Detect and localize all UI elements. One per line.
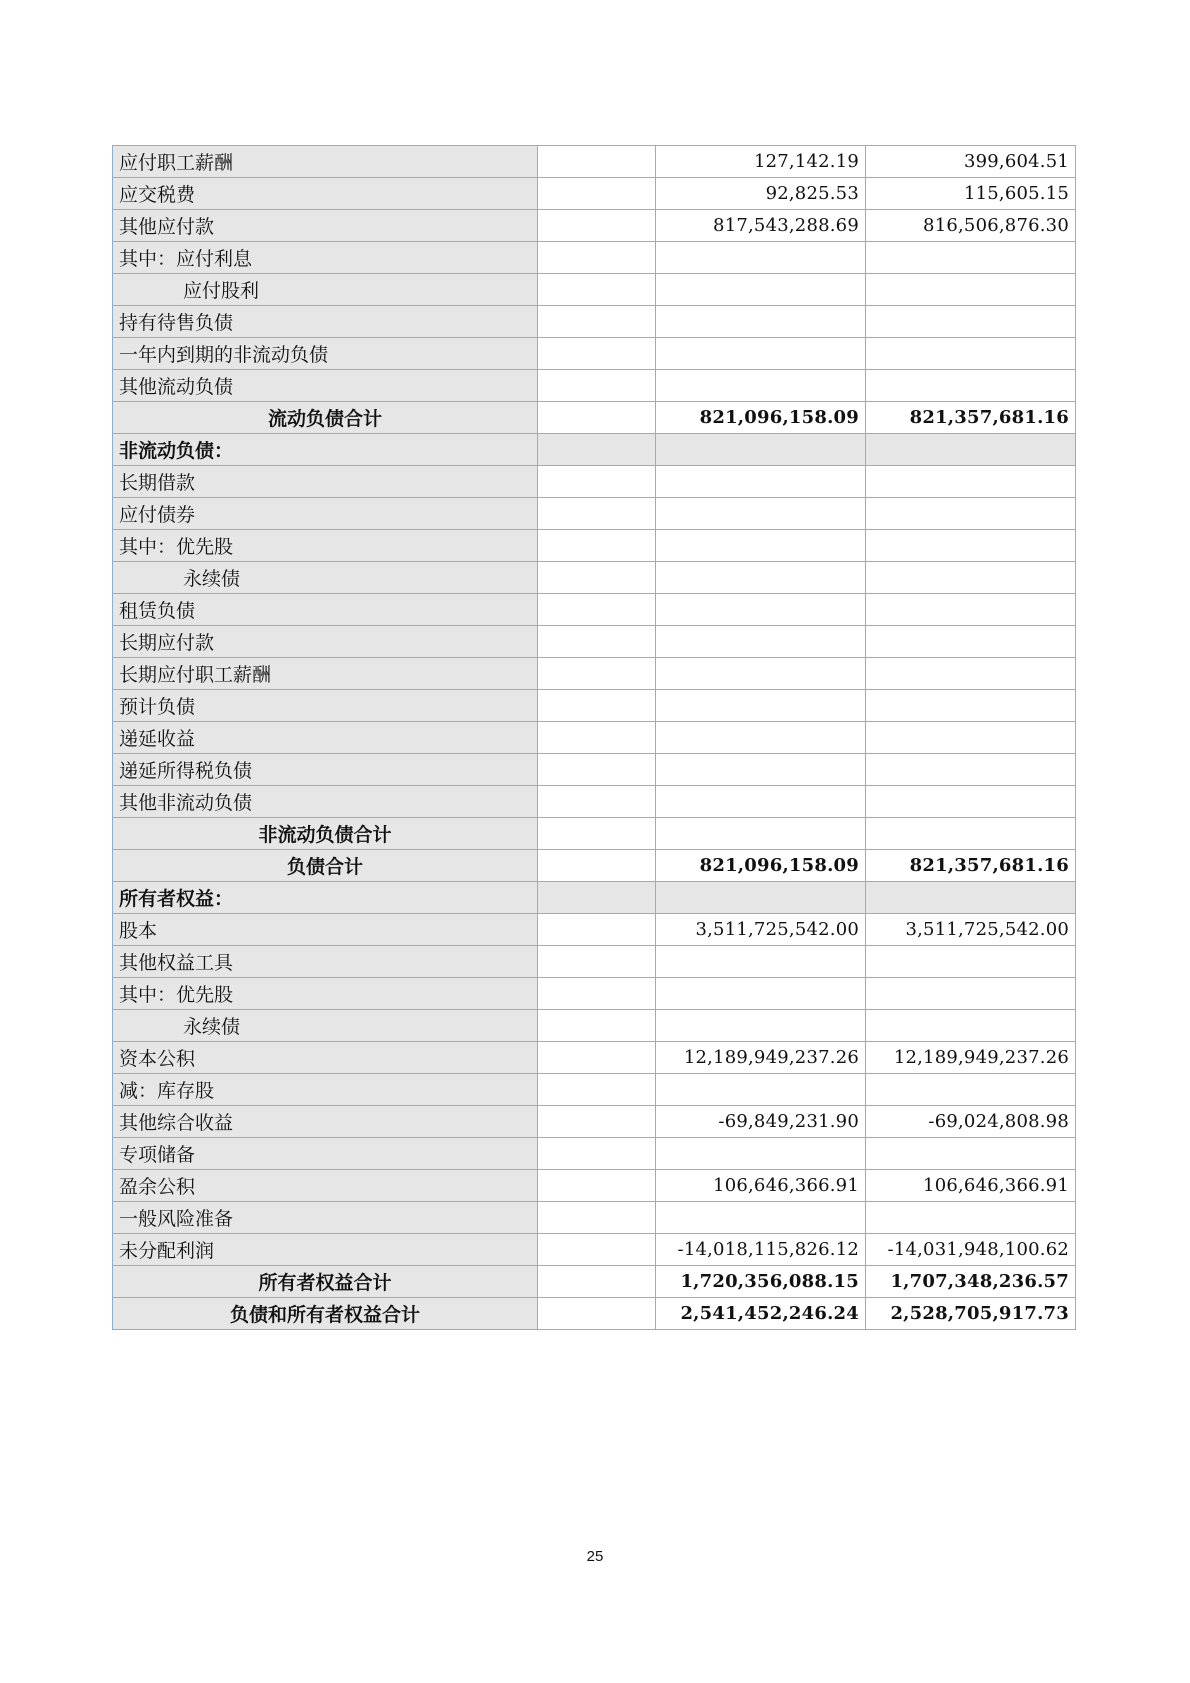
table-row [113,434,1076,466]
row-current-value [656,786,866,818]
row-label: 其他非流动负债 [113,786,538,818]
balance-sheet-table [112,145,1076,1330]
row-note [538,146,656,178]
row-note [538,562,656,594]
table-row [113,690,1076,722]
row-current-value [656,882,866,914]
row-previous-value: 1,707,348,236.57 [866,1266,1076,1298]
row-current-value: 92,825.53 [656,178,866,210]
row-label: 减：库存股 [113,1074,538,1106]
row-current-value: -69,849,231.90 [656,1106,866,1138]
row-current-value [656,530,866,562]
row-current-value: 821,096,158.09 [656,402,866,434]
table-row [113,338,1076,370]
row-note [538,1170,656,1202]
row-previous-value [866,754,1076,786]
table-row [113,1074,1076,1106]
table-row [113,210,1076,242]
row-label: 递延收益 [113,722,538,754]
row-current-value: 821,096,158.09 [656,850,866,882]
row-label: 负债合计 [113,850,538,882]
row-previous-value [866,722,1076,754]
table-row [113,306,1076,338]
row-current-value [656,1074,866,1106]
table-row [113,1106,1076,1138]
row-label: 其他综合收益 [113,1106,538,1138]
row-label: 所有者权益合计 [113,1266,538,1298]
row-label: 所有者权益： [113,882,538,914]
row-previous-value [866,530,1076,562]
table-row [113,626,1076,658]
row-current-value [656,338,866,370]
row-previous-value [866,594,1076,626]
row-previous-value [866,818,1076,850]
row-previous-value [866,562,1076,594]
row-note [538,882,656,914]
table-row [113,370,1076,402]
row-previous-value [866,786,1076,818]
row-label: 一年内到期的非流动负债 [113,338,538,370]
row-label: 永续债 [113,562,538,594]
row-current-value: 106,646,366.91 [656,1170,866,1202]
row-previous-value [866,370,1076,402]
row-note [538,786,656,818]
row-label: 未分配利润 [113,1234,538,1266]
row-label: 其中：优先股 [113,530,538,562]
row-note [538,1042,656,1074]
row-previous-value [866,498,1076,530]
row-current-value [656,594,866,626]
row-label: 租赁负债 [113,594,538,626]
row-note [538,978,656,1010]
row-current-value [656,274,866,306]
row-note [538,338,656,370]
row-note [538,210,656,242]
row-note [538,914,656,946]
table-row [113,1042,1076,1074]
table-row [113,722,1076,754]
table-row [113,1298,1076,1330]
table-row [113,1170,1076,1202]
row-previous-value [866,242,1076,274]
table-row [113,818,1076,850]
row-current-value [656,978,866,1010]
row-previous-value [866,338,1076,370]
row-previous-value: -14,031,948,100.62 [866,1234,1076,1266]
row-current-value [656,1202,866,1234]
row-note [538,306,656,338]
row-current-value [656,306,866,338]
row-label: 负债和所有者权益合计 [113,1298,538,1330]
row-previous-value [866,306,1076,338]
table-row [113,754,1076,786]
row-previous-value [866,626,1076,658]
row-current-value: 2,541,452,246.24 [656,1298,866,1330]
row-current-value [656,562,866,594]
row-current-value [656,242,866,274]
row-label: 应付股利 [113,274,538,306]
table-row [113,658,1076,690]
row-label: 其中：优先股 [113,978,538,1010]
row-previous-value: 399,604.51 [866,146,1076,178]
page-number: 25 [586,1548,604,1565]
row-label: 应付职工薪酬 [113,146,538,178]
row-previous-value: 3,511,725,542.00 [866,914,1076,946]
row-previous-value [866,1074,1076,1106]
row-note [538,1074,656,1106]
table-row [113,882,1076,914]
row-note [538,818,656,850]
row-current-value [656,754,866,786]
row-label: 股本 [113,914,538,946]
row-previous-value: 821,357,681.16 [866,850,1076,882]
row-previous-value: 115,605.15 [866,178,1076,210]
table-row [113,1202,1076,1234]
row-previous-value [866,946,1076,978]
row-label: 资本公积 [113,1042,538,1074]
row-label: 非流动负债合计 [113,818,538,850]
row-current-value: 817,543,288.69 [656,210,866,242]
row-previous-value: 821,357,681.16 [866,402,1076,434]
row-current-value [656,466,866,498]
row-label: 非流动负债： [113,434,538,466]
row-previous-value [866,434,1076,466]
row-label: 其他权益工具 [113,946,538,978]
row-previous-value [866,1202,1076,1234]
row-label: 长期应付款 [113,626,538,658]
table-row [113,274,1076,306]
row-label: 长期借款 [113,466,538,498]
row-note [538,530,656,562]
row-label: 应付债券 [113,498,538,530]
row-note [538,658,656,690]
table-row [113,242,1076,274]
table-row [113,402,1076,434]
row-current-value [656,1138,866,1170]
table-row [113,946,1076,978]
row-current-value: -14,018,115,826.12 [656,1234,866,1266]
row-label: 流动负债合计 [113,402,538,434]
row-label: 应交税费 [113,178,538,210]
row-label: 长期应付职工薪酬 [113,658,538,690]
row-previous-value: 106,646,366.91 [866,1170,1076,1202]
row-label: 专项储备 [113,1138,538,1170]
row-note [538,434,656,466]
row-current-value: 127,142.19 [656,146,866,178]
row-label: 递延所得税负债 [113,754,538,786]
row-note [538,1234,656,1266]
row-label: 盈余公积 [113,1170,538,1202]
table-row [113,1010,1076,1042]
row-previous-value [866,466,1076,498]
table-row [113,914,1076,946]
row-current-value [656,370,866,402]
table-row [113,594,1076,626]
row-note [538,274,656,306]
row-previous-value [866,882,1076,914]
row-current-value [656,498,866,530]
row-note [538,1106,656,1138]
table-row [113,1138,1076,1170]
row-note [538,690,656,722]
row-current-value [656,722,866,754]
row-current-value: 3,511,725,542.00 [656,914,866,946]
row-note [538,594,656,626]
row-label: 其他应付款 [113,210,538,242]
row-current-value [656,818,866,850]
table-row [113,530,1076,562]
row-previous-value: 2,528,705,917.73 [866,1298,1076,1330]
row-note [538,1266,656,1298]
row-previous-value: 816,506,876.30 [866,210,1076,242]
row-current-value: 1,720,356,088.15 [656,1266,866,1298]
row-previous-value [866,978,1076,1010]
table-row [113,786,1076,818]
row-note [538,370,656,402]
row-previous-value [866,1138,1076,1170]
row-current-value [656,658,866,690]
table-row [113,562,1076,594]
row-previous-value [866,658,1076,690]
row-note [538,850,656,882]
row-current-value: 12,189,949,237.26 [656,1042,866,1074]
row-note [538,626,656,658]
row-previous-value: 12,189,949,237.26 [866,1042,1076,1074]
row-label: 其中：应付利息 [113,242,538,274]
table-row [113,498,1076,530]
row-note [538,722,656,754]
row-current-value [656,434,866,466]
row-current-value [656,626,866,658]
row-current-value [656,690,866,722]
table-row [113,146,1076,178]
row-note [538,498,656,530]
row-note [538,402,656,434]
row-label: 一般风险准备 [113,1202,538,1234]
row-label: 其他流动负债 [113,370,538,402]
row-current-value [656,1010,866,1042]
row-note [538,754,656,786]
balance-sheet-body [113,146,1076,1330]
row-previous-value [866,1010,1076,1042]
row-previous-value [866,274,1076,306]
row-previous-value [866,690,1076,722]
table-row [113,1234,1076,1266]
row-note [538,466,656,498]
row-note [538,1202,656,1234]
table-row [113,466,1076,498]
row-note [538,946,656,978]
row-note [538,242,656,274]
row-current-value [656,946,866,978]
row-note [538,1298,656,1330]
row-label: 预计负债 [113,690,538,722]
row-note [538,1010,656,1042]
table-row [113,178,1076,210]
row-label: 持有待售负债 [113,306,538,338]
table-row [113,978,1076,1010]
row-note [538,1138,656,1170]
row-label: 永续债 [113,1010,538,1042]
table-row [113,850,1076,882]
row-note [538,178,656,210]
row-previous-value: -69,024,808.98 [866,1106,1076,1138]
table-row [113,1266,1076,1298]
